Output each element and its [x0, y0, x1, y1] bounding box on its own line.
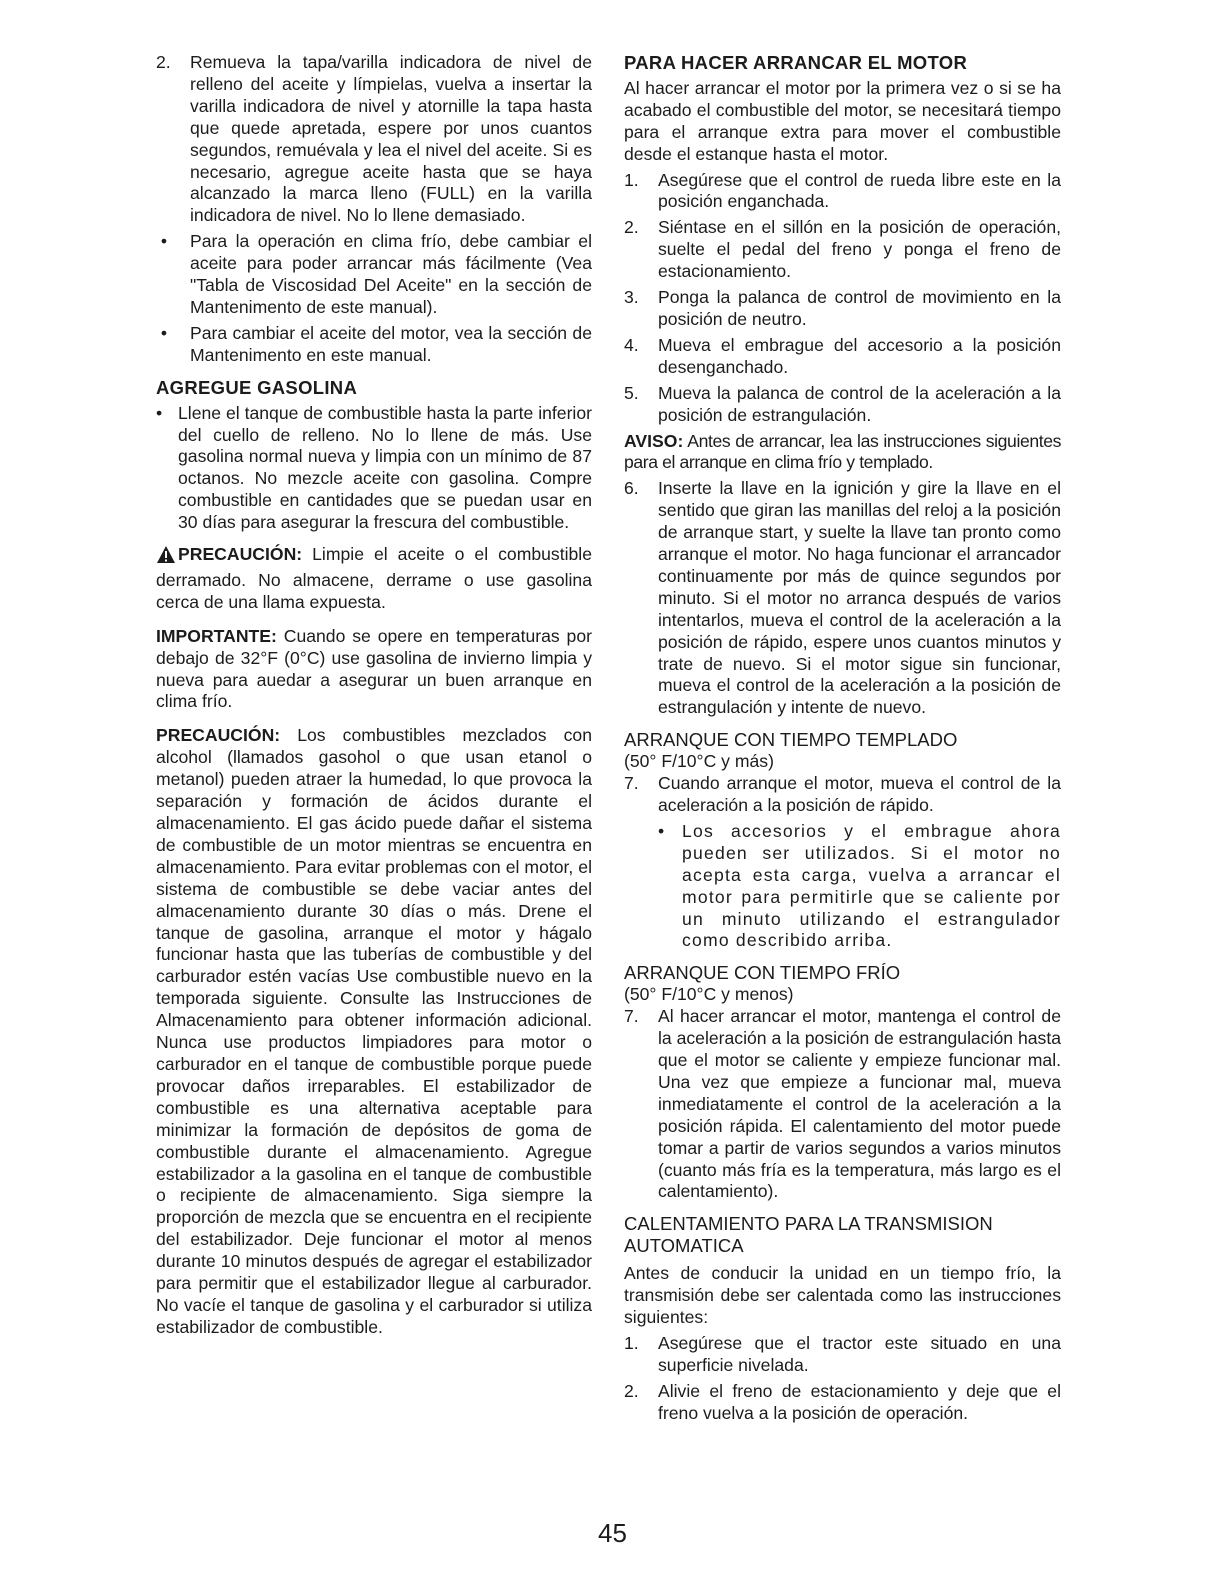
bullet-text: Para cambiar el aceite del motor, vea la sección de Mantenimento en este manual.	[190, 322, 592, 365]
item-number: 1.	[624, 169, 639, 190]
caution-label: PRECAUCIÓN:	[156, 725, 281, 746]
transmission-intro: Antes de conducir la unidad en un tiempo frío, la transmisión debe ser calentada como las instrucciones siguientes:	[624, 1263, 1061, 1327]
item-number: 2.	[624, 217, 639, 238]
bullet-item	[156, 231, 592, 319]
important-text: Cuando se opere en temperaturas por debajo de 32°F (0°C) use gasolina de invierno limpia y nueva para auedar a asegurar un buen arranque en clima frío.	[156, 625, 592, 712]
transmission-warmup-title: CALENTAMIENTO PARA LA TRANSMISION AUTOMATICA	[624, 1213, 993, 1257]
caution-text: Los combustibles mezclados con alcohol (llamados gasohol o que usan etanol o metanol) pueden atraer la humedad, lo que provoca la separación y formación de ácidos durante el almacenamiento. El gas ácido puede dañar el sistema de combustible de un motor mientras se encuentra en almacenamiento. Para evitar problemas con el motor, el sistema de combustible se debe vaciar antes del almacenamiento durante 30 días o más. Drene el tanque de gasolina, arranque el motor y hágalo funcionar hasta que las tuberías de combustible y del carburador estén vacías Use combustible nuevo en la temporada siguiente. Consulte las Instrucciones de Almacenamiento para obtener información adicional. Nunca use productos limpiadores para motor o carburador en el tanque de combustible porque puede provocar daños irreparables. El estabilizador de combustible es una alternativa aceptable para minimizar la formación de depósitos de goma de combustible durante el almacenamiento. Agregue estabilizador a la gasolina en el tanque de combustible o recipiente de almacenamiento. Siga siempre la proporción de mezcla que se encuentra en el recipiente del estabilizador. Deje funcionar el motor al menos durante 10 minutos después de agregar el estabilizador para permitir que el estabilizador llegue al carburador. No vacíe el tanque de gasolina y el carburador si utiliza estabilizador de combustible.	[156, 725, 592, 1337]
important-paragraph	[156, 626, 592, 714]
list-item	[624, 335, 1061, 379]
list-item	[624, 170, 1061, 214]
list-item	[624, 383, 1061, 427]
item-text: Asegúrese que el tractor este situado en una superficie nivelada.	[658, 1332, 1061, 1375]
item-text: Cuando arranque el motor, mueva el control de la aceleración a la posición de rápido.	[658, 773, 1061, 815]
right-column	[624, 52, 1061, 1428]
list-item	[624, 773, 1061, 817]
section-heading-start: PARA HACER ARRANCAR EL MOTOR	[624, 52, 968, 73]
item-number: 2.	[624, 1380, 639, 1401]
bullet-icon: •	[156, 231, 168, 252]
cold-start-title: ARRANQUE CON TIEMPO FRÍO	[624, 962, 901, 984]
page-number: 45	[598, 1518, 627, 1548]
item-text: Siéntase en el sillón en la posición de operación, suelte el pedal del freno y ponga el freno de estacionamiento.	[658, 217, 1061, 282]
list-item	[624, 217, 1061, 283]
list-item	[624, 287, 1061, 331]
caution-text: Limpie el aceite o el combustible derramado. No almacene, derrame o use gasolina cerca de una llama expuesta.	[156, 544, 592, 612]
item-number: 5.	[624, 382, 639, 403]
bullet-text: Para la operación en clima frío, debe cambiar el aceite para poder arrancar más fácilmente (Vea "Tabla de Viscosidad Del Aceite" en la sección de Mantenimento de este manual).	[190, 231, 592, 317]
item-number: 2.	[156, 52, 171, 72]
important-label: IMPORTANTE:	[156, 625, 277, 646]
warning-triangle-icon	[156, 545, 176, 570]
list-item	[624, 1333, 1061, 1377]
bullet-icon: •	[156, 402, 163, 423]
cold-start-subtitle: (50° F/10°C y menos)	[624, 984, 794, 1005]
bullet-icon: •	[156, 322, 168, 343]
bullet-text: Llene el tanque de combustible hasta la parte inferior del cuello de relleno. No lo llene de más. Use gasolina normal nueva y limpia con un mínimo de 87 octanos. No mezcle aceite con gasolina. Compre combustible en cantidades que se puedan usar en 30 días para asegurar la frescura del combustible.	[178, 402, 592, 533]
item-number: 4.	[624, 334, 639, 355]
intro-paragraph: Al hacer arrancar el motor por la primera vez o si se ha acabado el combustible del motor, se necesitará tiempo para el arranque extra para mover el combustible desde el estanque hasta el motor.	[624, 77, 1061, 164]
bullet-item	[156, 323, 592, 367]
list-item	[624, 1006, 1061, 1203]
item-number: 3.	[624, 287, 639, 308]
item-text: Mueva la palanca de control de la aceleración a la posición de estrangulación.	[658, 382, 1061, 425]
item-number: 6.	[624, 478, 639, 499]
bullet-item	[624, 821, 1061, 952]
caution-paragraph	[156, 544, 592, 614]
item-text: Ponga la palanca de control de movimiento en la posición de neutro.	[658, 287, 1061, 329]
item-text: Remueva la tapa/varilla indicadora de nivel de relleno del aceite y límpielas, vuelva a insertar la varilla indicadora de nivel y atornille la tapa hasta que quede apretada, espere por unos cuantos segundos, remuévala y lea el nivel del aceite. Si es necesario, agregue aceite hasta que se haya alcanzado la marca lleno (FULL) en la varilla indicadora de nivel. No lo llene demasiado.	[190, 52, 592, 226]
notice-text: Antes de arrancar, lea las instrucciones siguientes para el arranque en clima frío y templado.	[624, 430, 1061, 473]
bullet-item	[156, 403, 592, 534]
warm-start-title: ARRANQUE CON TIEMPO TEMPLADO	[624, 729, 958, 751]
bullet-icon: •	[658, 820, 665, 841]
list-item	[624, 1381, 1061, 1425]
bullet-text: Los accesorios y el embrague ahora pueden ser utilizados. Si el motor no acepta esta carga, vuelva a arrancar el motor para permitirle que se caliente por un minuto utilizando el estrangulador como describido arriba.	[682, 820, 1061, 951]
item-text: Mueva el embrague del accesorio a la posición desenganchado.	[658, 334, 1061, 377]
item-number: 7.	[624, 1006, 639, 1027]
item-text: Inserte la llave en la ignición y gire la llave en el sentido que giran las manillas del reloj a la posición de arranque start, y suelte la llave tan pronto como arranque el motor. No haga funcionar el arrancador continuamente por más de quince segundos por minuto. Si el motor no arranca después de varios intentarlos, mueva el control de la aceleración a la posición de rápido, espere unos cuantos minutos y trate de nuevo. Si el motor sigue sin funcionar, mueva el control de la aceleración a la posición de estrangulación y intente de nuevo.	[658, 478, 1061, 718]
item-text: Asegúrese que el control de rueda libre este en la posición enganchada.	[658, 169, 1061, 212]
notice-paragraph	[624, 431, 1061, 475]
warm-start-subtitle: (50° F/10°C y más)	[624, 751, 774, 772]
section-heading-gasoline: AGREGUE GASOLINA	[156, 376, 358, 398]
item-number: 7.	[624, 773, 639, 794]
caution-label: PRECAUCIÓN:	[178, 544, 303, 565]
item-number: 1.	[624, 1332, 639, 1353]
notice-label: AVISO:	[624, 430, 684, 451]
item-text: Al hacer arrancar el motor, mantenga el control de la aceleración a la posición de estrangulación hasta que el motor se caliente y empieze funcionar mal. Una vez que empieze a funcionar mal, mueva inmediatamente el control de la aceleración a la posición rápida. El calentamiento del motor puede tomar a partir de varios segundos a varios minutos (cuanto más fría es la temperatura, más largo es el calentamiento).	[658, 1006, 1061, 1202]
start-steps-list	[624, 170, 1061, 427]
left-column	[156, 52, 592, 1339]
item-text: Alivie el freno de estacionamiento y deje que el freno vuelva a la posición de operación.	[658, 1380, 1061, 1423]
caution-paragraph-fuel	[156, 725, 592, 1338]
list-item	[624, 478, 1061, 719]
transmission-steps-list	[624, 1333, 1061, 1425]
list-item	[156, 52, 592, 227]
